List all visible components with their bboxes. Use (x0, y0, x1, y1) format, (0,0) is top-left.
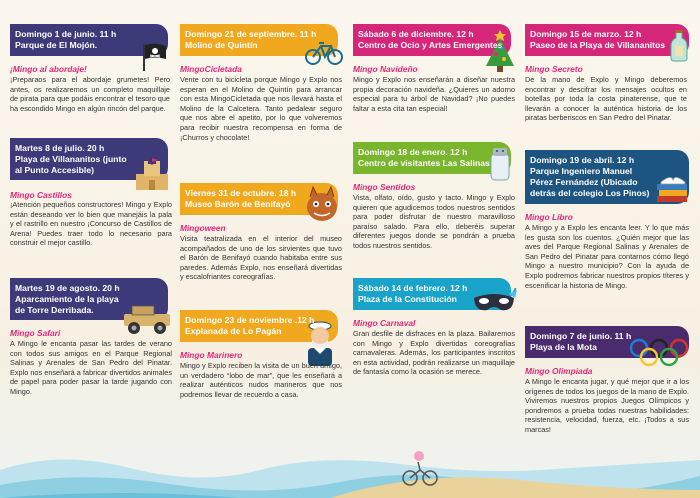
event-date: Domingo 21 de septiembre. 11 h (185, 29, 317, 39)
event-date: Domingo 7 de junio. 11 h (530, 331, 632, 341)
event-safari (10, 278, 170, 418)
event-mingoween (180, 183, 342, 308)
event-place: Museo Barón de Benifayó (185, 199, 291, 209)
event-place: Paseo de la Playa de Villananitos (530, 40, 666, 50)
event-secreto (525, 24, 689, 146)
event-title: Mingo Castillos (10, 190, 72, 200)
event-olimpiada (525, 326, 689, 454)
olympic-rings-icon (629, 338, 689, 368)
event-title: Mingo Navideño (353, 64, 418, 74)
event-place: Plaza de la Constitución (358, 294, 457, 304)
event-title: Mingo Secreto (525, 64, 583, 74)
event-description: Visita teatralizada en el interior del museo acompañados de uno de los sirvientes que tuvo el Barón de Benifayó cuando habitaba entre sus paredes. Además Explo, nos enseñará divertidas y escalofriantes coreografías. (180, 234, 342, 282)
event-title: Mingo Libro (525, 212, 573, 222)
carnival-mask-icon (471, 288, 517, 320)
event-date: Martes 8 de julio. 20 h (15, 142, 105, 153)
event-description: Mingo y Explo reciben la visita de un buen amigo, un verdadero “lobo de mar”, que les enseñará a realizar auténticos nudos marineros que nos podremos llevar de recuerdo a casa. (180, 361, 342, 399)
event-title: Mingo Sentidos (353, 182, 416, 192)
event-description: Mingo y Explo nos enseñarán a diseñar nuestra propia decoración navideña. ¿Quieres un adorno especial para tu árbol de Navidad? ¡No puedes faltar a esta cita tan especial! (353, 75, 515, 113)
event-place: Aparcamiento de la playa de Torre Derribada. (15, 293, 119, 315)
event-marinero (180, 310, 342, 420)
flamingo-cyclist-icon (400, 448, 440, 488)
event-date: Sábado 14 de febrero. 12 h (358, 283, 468, 293)
event-place: Molino de Quintín (185, 40, 258, 50)
event-carnaval (353, 278, 515, 418)
monster-icon (304, 185, 340, 223)
event-description: A Mingo le encanta jugar, y qué mejor que ir a los orígenes de todos los juegos de la mano de Explo. Viviremos nuestros propios Juegos Olímpicos y pondremos a prueba todas nuestras habilidades: resistencia, velocidad, fuerza, etc. ¡Todos a sus marcas! (525, 377, 689, 434)
event-date: Domingo 18 de enero. 12 h (358, 147, 468, 157)
pirate-flag-icon (140, 42, 168, 72)
sandcastle-icon (132, 158, 172, 192)
event-description: ¡Preparaos para el abordaje grumetes! Pero antes, os realizaremos un completo maquillaje de pirata para que podáis encontrar el tesoro que ha escondido Mingo en algún rincón del parque. (10, 75, 170, 113)
event-abordaje (10, 24, 170, 142)
books-icon (655, 170, 691, 208)
event-description: A Mingo le encanta pasar las tardes de verano con todos sus amigos en el Parque Regional Salinas y Arenales de San Pedro del Pinatar. Explo nos enseñará a fabricar divertidos animales de papel para poder pasar la tarde jugando con Mingo. (10, 339, 172, 396)
event-date: Sábado 6 de diciembre. 12 h (358, 29, 474, 39)
event-place: Playa de Villananitos (junto al Punto Accesible) (15, 153, 127, 175)
event-navideno (353, 24, 515, 136)
event-date: Domingo 15 de marzo. 12 h (530, 29, 642, 39)
event-date: Domingo 19 de abril. 12 h (530, 155, 635, 165)
event-place: Centro de visitantes Las Salinas (358, 158, 490, 168)
event-description: Vista, olfato, oído, gusto y tacto. Mingo y Explo quieren que agudicemos todos nuestros sentidos para poder disfrutar de nuestro maravilloso paraíso salado. Para ello, deberéis superar diferentes juegos donde se pondrán a prueba todos nuestros sentidos. (353, 193, 515, 250)
event-castillos (10, 138, 170, 268)
event-place: Parque Ingeniero Manuel Pérez Fernández (Ubicado detrás del colegio Los Pinos) (530, 166, 650, 198)
event-description: Vente con tu bicicleta porque Mingo y Explo nos esperan en el Molino de Quintín para arrancar con esta MingoCicletada que nos llevará hasta el Molino de la Calcetera. Tanto pedalear seguro que nos abre el apetito, por lo que volveremos para recibir nuestra recompensa en forma de ¡Churros y chocolate! (180, 75, 342, 142)
event-place: Centro de Ocio y Artes Emergentes (358, 40, 503, 50)
event-cicletada (180, 24, 342, 184)
event-title: Mingoween (180, 223, 226, 233)
event-header (525, 24, 689, 56)
event-sentidos (353, 142, 515, 274)
event-place: Playa de la Mota (530, 342, 597, 352)
event-title: Mingo Carnaval (353, 318, 416, 328)
event-title: MingoCicletada (180, 64, 242, 74)
event-date: Martes 19 de agosto. 20 h (15, 282, 120, 293)
jeep-icon (120, 302, 174, 336)
event-title: Mingo Safari (10, 328, 61, 338)
event-description: Gran desfile de disfraces en la plaza. Bailaremos con Mingo y Explo divertidas coreografías carnavaleras. Además, los participantes inscritos en esta actividad, podrán realizarse un maquillaje de fantasía como la ocasión se merece. (353, 329, 515, 377)
event-place: Parque de El Mojón. (15, 40, 98, 50)
event-title: Mingo Olimpiada (525, 366, 593, 376)
event-date: Domingo 1 de junio. 11 h (15, 29, 117, 39)
event-date: Viernes 31 de octubre. 18 h (185, 188, 297, 198)
event-title: Mingo Marinero (180, 350, 243, 360)
event-libro (525, 150, 689, 320)
event-date: Domingo 23 de noviembre .12 h (185, 315, 315, 325)
event-title: ¡Mingo al abordaje! (10, 64, 87, 74)
event-place: Explanada de Lo Pagán (185, 326, 282, 336)
event-description: A Mingo y a Explo les encanta leer. Y lo que más les gusta son los cuentos. ¿Quién mejor que las aves del Parque Regional Salinas y Arenales de San Pedro del Pinatar para contarnos cómo llegó Mingo a nuestro municipio? Con la ayuda de Explo podremos fabricar nuestros propios títeres y escenificar la historia de Mingo. (525, 223, 689, 290)
event-description: De la mano de Explo y Mingo deberemos encontrar y descifrar los mensajes ocultos en botellas por toda la costa pinaterense, que te llevarán a conocer la auténtica historia de los piratas berberiscos en San Pedro del Pinatar. (525, 75, 687, 123)
event-description: ¡Atención pequeños constructores! Mingo y Explo están deseando ver lo bien que manejáis la pala y el rastrillo en nuestro ¡Concurso de Castillos de Arena! Puedes traer todo lo necesario para construir el mejor castillo. (10, 200, 172, 248)
